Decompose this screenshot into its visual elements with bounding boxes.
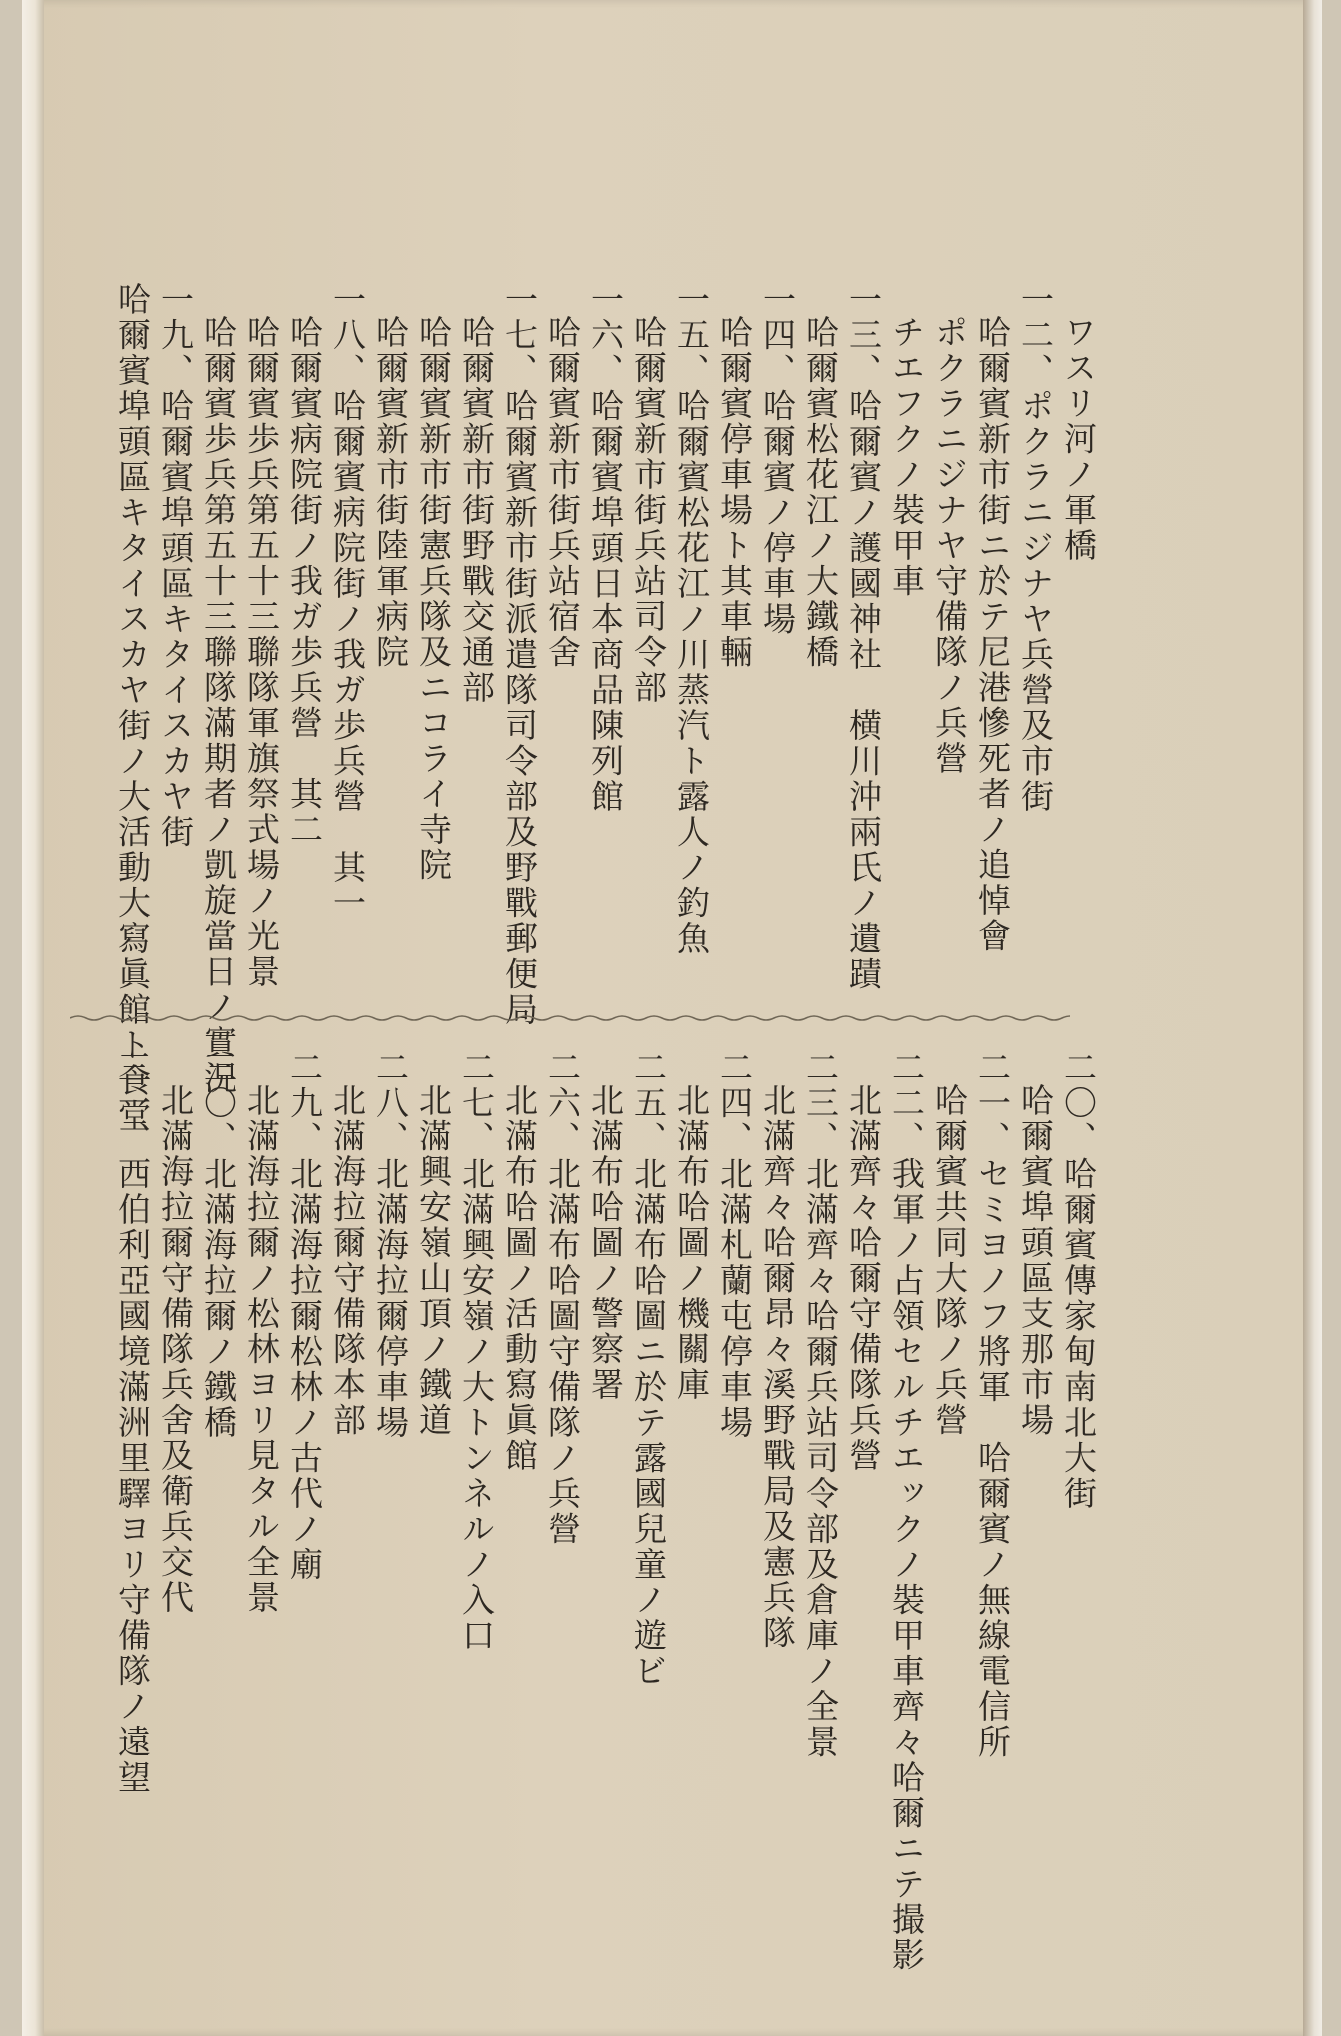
entry: 哈爾賓新市街兵站司令部 [629,315,668,706]
entry: 哈爾賓埠頭區キタイスカヤ街ノ大活動大寫眞館ト食堂 [113,282,152,1134]
entry: 哈爾賓病院街ノ我ガ歩兵營 其二 [285,315,324,848]
top-entries [111,282,1100,1134]
entry: 哈爾賓共同大隊ノ兵營 [930,1083,969,1438]
entry: 北滿布哈圖ノ警察署 [586,1083,625,1403]
entry: 二七、北滿興安嶺ノ大トンネルノ入口 [457,1050,496,1654]
entry: 哈爾賓新市街ニ於テ尼港慘死者ノ追悼會 [973,315,1012,954]
entry: 一六、哈爾賓埠頭日本商品陳列館 [586,282,625,815]
page-edge [1303,0,1322,2036]
entry: 哈爾賓歩兵第五十三聯隊軍旗祭式場ノ光景 [242,315,281,990]
entry: 一九、哈爾賓埠頭區キタイスカヤ街 [156,282,195,850]
entry: 北滿齊々哈爾昂々溪野戰局及憲兵隊 [758,1083,797,1651]
entry: 一八、哈爾賓病院街ノ我ガ歩兵營 其一 [328,282,367,921]
wavy-divider [70,1013,1070,1023]
entry: 二九、北滿海拉爾松林ノ古代ノ廟 [285,1050,324,1583]
binding-gutter [22,0,44,2036]
entry: 北滿齊々哈爾守備隊兵營 [844,1083,883,1474]
entry: 北滿海拉爾ノ松林ヨリ見タル全景 [242,1083,281,1616]
entry: 一七、哈爾賓新市街派遣隊司令部及野戰郵便局 [500,282,539,1028]
entry: 哈爾賓松花江ノ大鐵橋 [801,315,840,670]
bottom-entries [111,1050,1100,1990]
entry: 二四、北滿札蘭屯停車場 [715,1050,754,1441]
entry: 哈爾賓新市街憲兵隊及ニコライ寺院 [414,315,453,883]
entry: 哈爾賓新市街陸軍病院 [371,315,410,670]
entry: 哈爾賓歩兵第五十三聯隊滿期者ノ凱旋當日ノ實況 [199,315,238,1096]
entry: チエフクノ裝甲車 [887,315,926,599]
entry: 二〇、哈爾賓傳家甸南北大街 [1059,1050,1098,1512]
entry: 二一、セミヨノフ將軍 哈爾賓ノ無線電信所 [973,1050,1012,1760]
entry: 一三、哈爾賓ノ護國神社 横川沖兩氏ノ遺蹟 [844,282,883,992]
entry: 北滿海拉爾守備隊兵舍及衛兵交代 [156,1083,195,1616]
entry: 哈爾賓停車場ト其車輛 [715,315,754,670]
page-sheet [22,0,1322,2036]
entry: ポクラニジナヤ守備隊ノ兵營 [930,315,969,777]
entry: 二六、北滿布哈圖守備隊ノ兵營 [543,1050,582,1547]
entry: 哈爾賓埠頭區支那市場 [1016,1083,1055,1438]
entry: 三〇、北滿海拉爾ノ鐵橋 [199,1050,238,1441]
entry: 二二、我軍ノ占領セルチエックノ裝甲車齊々哈爾ニテ撮影 [887,1050,926,1973]
entry: 北滿布哈圖ノ機關庫 [672,1083,711,1403]
entry: 三一、西伯利亞國境滿洲里驛ヨリ守備隊ノ遠望 [113,1050,152,1796]
entry: 哈爾賓新市街兵站宿舍 [543,315,582,670]
entry: 二五、北滿布哈圖ニ於テ露國兒童ノ遊ビ [629,1050,668,1689]
entry: 一五、哈爾賓松花江ノ川蒸汽ト露人ノ釣魚 [672,282,711,957]
entry: 一四、哈爾賓ノ停車場 [758,282,797,637]
entry: 二八、北滿海拉爾停車場 [371,1050,410,1441]
entry: 二三、北滿齊々哈爾兵站司令部及倉庫ノ全景 [801,1050,840,1760]
entry: 哈爾賓新市街野戰交通部 [457,315,496,706]
entry: 北滿興安嶺山頂ノ鐵道 [414,1083,453,1438]
entry: 北滿布哈圖ノ活動寫眞館 [500,1083,539,1474]
entry: 一二、ポクラニジナヤ兵營及市街 [1016,282,1055,815]
entry: ワスリ河ノ軍橋 [1059,315,1098,564]
entry: 北滿海拉爾守備隊本部 [328,1083,367,1438]
